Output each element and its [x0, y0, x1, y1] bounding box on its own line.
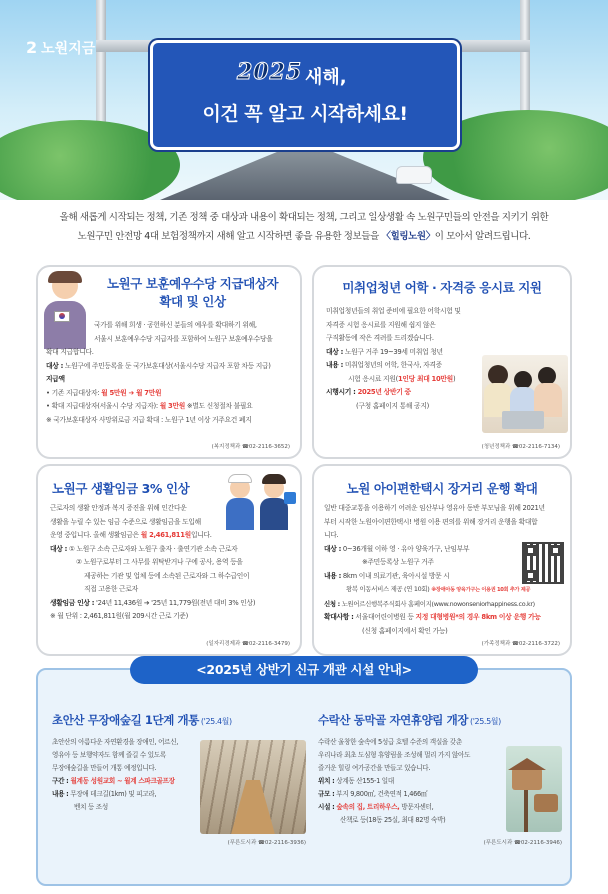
card4-apply: 신청 : 노원어르신행복주식회사 홈페이지(www.nowonseniorhappiness.co.kr) — [324, 599, 535, 608]
card2-period-note: (구청 홈페이지 통해 공지) — [356, 401, 429, 410]
card4-target1: 대상 : 0~36개월 이하 영 · 유아 양육가구, 난임부부 — [324, 544, 470, 553]
card1-pay2: • 확대 지급대상자(서울시 수당 지급자): 월 3만원 ※별도 신청절차 불필요 — [46, 402, 253, 410]
intro-brand: 〈힐링노원〉 — [381, 231, 435, 242]
card-living-wage — [36, 464, 302, 656]
card2-content1: 내용 : 미취업청년의 어학, 한국사, 자격증 — [326, 361, 442, 369]
card3-target3: 제공하는 기관 및 업체 등에 소속된 근로자와 그 하수급인이 — [84, 571, 250, 580]
card3-p3: 운영 중입니다. 올해 생활임금은 월 2,461,811원입니다. — [50, 531, 212, 539]
card1-contact: (복지정책과 ☎02-2116-3652) — [211, 444, 290, 450]
card1-title-line1: 노원구 보훈예우수당 지급대상자 — [106, 276, 279, 291]
page-number: 2 — [26, 38, 38, 57]
card2-title: 미취업청년 어학 · 자격증 응시료 지원 — [342, 280, 542, 295]
card-kids-taxi — [312, 464, 572, 656]
card-youth-exam-fee — [312, 265, 572, 459]
facility2-size: 규모 : 부지 9,800㎡, 건축연적 1,466㎡ — [318, 790, 428, 798]
card1-target: 대상 : 노원구에 주민등록을 둔 국가보훈대상(서울시수당 지급자 포함 차등 지급) — [46, 361, 271, 370]
facility1-p1: 초안산의 아름다운 자연환경을 장애인, 어르신, — [52, 738, 179, 746]
card4-p1: 일반 대중교통을 이용하기 어려운 임산부나 영유아 동반 부모님을 위해 2021년 — [324, 504, 545, 512]
facility-suraksan — [318, 712, 562, 880]
facility2-title: 수락산 동막골 자연휴양림 개장 ('25.5월) — [318, 713, 501, 727]
card4-p3: 니다. — [324, 531, 339, 539]
card3-target2: ② 노원구로부터 그 사무를 위탁받거나 구에 공사, 용역 등을 — [76, 558, 243, 566]
facility2-facilities: 시설 : 숲속의 집, 트리하우스, 방문자센터, — [318, 803, 434, 811]
intro-line1: 올해 새롭게 시작되는 정책, 기존 정책 중 대상과 내용이 확대되는 정책, 그리고 일상생활 속 노원구민들의 안전을 지키기 위한 — [59, 212, 549, 223]
students-photo — [482, 355, 568, 433]
card1-p3: 확대 지급합니다. — [46, 348, 94, 356]
card3-target1: 대상 : ① 노원구 소속 근로자와 노원구 출자 · 출연기관 소속 근로자 — [50, 544, 238, 553]
card3-contact: (일자리경제과 ☎02-2116-3479) — [206, 641, 290, 647]
year-lettering: 2025 — [237, 59, 303, 85]
facility1-content2: 벤치 등 조성 — [74, 803, 108, 811]
card2-p2: 자격증 시험 응시료를 지원해 쉽지 않은 — [326, 320, 436, 329]
card1-note: ※ 국가보훈대상자 사망위로금 지급 확대 : 노원구 1년 이상 거주요건 폐지 — [46, 415, 252, 424]
card4-expand: 확대사항 : 서울대어린이병원 등 지정 대형병원*의 경우 8km 이상 운행 가능 — [324, 613, 541, 621]
intro-line2-pre: 노원구민 안전망 4대 보험정책까지 새해 알고 시작하면 좋을 유용한 정보들을 — [77, 231, 382, 242]
facility2-p3: 즐거운 힐링 여가공간을 만들고 있습니다. — [318, 764, 431, 772]
facility2-p1: 수락산 울창한 숲속에 5성급 호텔 수준의 객실을 갖춘 — [318, 738, 462, 746]
facilities-header: <2025년 상반기 신규 개관 시설 안내> — [130, 656, 478, 684]
card4-title: 노원 아이편한택시 장거리 운행 확대 — [346, 481, 538, 496]
facility1-contact: (푸른도시과 ☎02-2116-3936) — [227, 840, 306, 846]
facility1-title: 초안산 무장애숲길 1단계 개통 ('25.4월) — [52, 713, 232, 727]
section-badge — [26, 38, 95, 58]
section-name: 노원지금 — [41, 41, 96, 57]
road-sign — [150, 40, 460, 150]
card4-contact: (가족정책과 ☎02-2116-3722) — [481, 641, 560, 647]
facility1-section: 구간 : 월계동 성원교회 ~ 월계 스파크골프장 — [52, 777, 175, 785]
card3-note: ※ 월 단위 : 2,461,811원(월 209시간 근로 기준) — [50, 612, 189, 620]
facility1-p2: 영유아 등 보행약자도 함께 즐길 수 있도록 — [52, 751, 166, 759]
hero-title-line1: 새해, — [305, 67, 347, 88]
card2-target: 대상 : 노원구 거주 19~39세 미취업 청년 — [326, 347, 443, 356]
card3-p2: 생활을 누릴 수 있는 임금 수준으로 생활임금을 도입해 — [50, 517, 201, 526]
treehouse-photo — [506, 746, 562, 832]
facility2-p2: 우리나라 최초 도심형 휴양림을 조성해 멀리 가지 않아도 — [318, 751, 471, 759]
card1-pay1: • 기존 지급대상자: 월 5만원 ➔ 월 7만원 — [46, 388, 162, 397]
intro-line2-post: 이 모아서 알려드립니다. — [434, 231, 531, 242]
card3-p1: 근로자의 생활 안정과 복지 증진을 위해 인간다운 — [50, 504, 187, 512]
intro-text — [40, 208, 568, 246]
card1-p2: 서울시 보훈예우수당 지급자를 포함하여 노원구 보훈예우수당을 — [94, 334, 273, 343]
card1-p1: 국가를 위해 희생 · 공헌하신 분들의 예우를 확대하기 위해, — [94, 321, 257, 329]
facility2-facilities2: 산책로 등(18동 25실, 최대 82명 숙박) — [340, 816, 446, 824]
card2-p1: 미취업청년들의 취업 준비에 필요한 어학시험 및 — [326, 307, 461, 315]
facility-choansan — [52, 712, 306, 880]
car-icon — [396, 166, 432, 184]
hero-banner — [0, 0, 608, 200]
card1-pay-label: 지급액 — [46, 375, 65, 383]
card3-target4: 직접 고용한 근로자 — [84, 585, 138, 593]
card3-title: 노원구 생활임금 3% 인상 — [52, 481, 190, 496]
card2-content2: 시험 응시료 지원(1인당 최대 10만원) — [348, 374, 456, 383]
facility1-content: 내용 : 무장애 데크길(1km) 및 피고라, — [52, 790, 157, 798]
hero-title-line2: 이건 꼭 알고 시작하세요! — [202, 103, 408, 125]
facility1-p3: 무장애숲길을 만들어 개통 예정입니다. — [52, 764, 157, 772]
facility2-contact: (푸른도시과 ☎02-2116-3946) — [483, 840, 562, 846]
card4-target2: ※주민등록상 노원구 거주 — [362, 558, 434, 566]
card3-wage: 생활임금 인상 : '24년 11,436원 ➔ '25년 11,779원(전년 대비 3% 인상) — [50, 598, 256, 607]
facility2-location: 위치 : 상계동 산155-1 일대 — [318, 777, 394, 785]
card-veterans-allowance — [36, 265, 302, 459]
card4-content1: 내용 : 8km 이내 의료기관, 육아시설 방문 시 — [324, 571, 450, 580]
forest-trail-photo — [200, 740, 306, 834]
card2-period: 시행시기 : 2025년 상반기 중 — [326, 388, 411, 396]
card2-contact: (청년정책과 ☎02-2116-7134) — [481, 444, 560, 450]
card4-expand-note: (신청 홈페이지에서 확인 가능) — [362, 626, 448, 635]
card2-p3: 구직활동에 작은 격려를 드리겠습니다. — [326, 334, 434, 342]
card1-title-line2: 확대 및 인상 — [159, 294, 226, 309]
qr-code-icon[interactable] — [522, 542, 564, 584]
card4-content2: 왕복 이동서비스 제공 (연 10회) ※장애아동 양육가구는 이용권 10회 추가 제공 — [346, 585, 531, 593]
card4-p2: 부터 시작한 노원아이편한택시! 병원 이용 편의를 위해 장거리 운행을 확대합 — [324, 517, 538, 526]
intro-line2 — [40, 227, 568, 246]
